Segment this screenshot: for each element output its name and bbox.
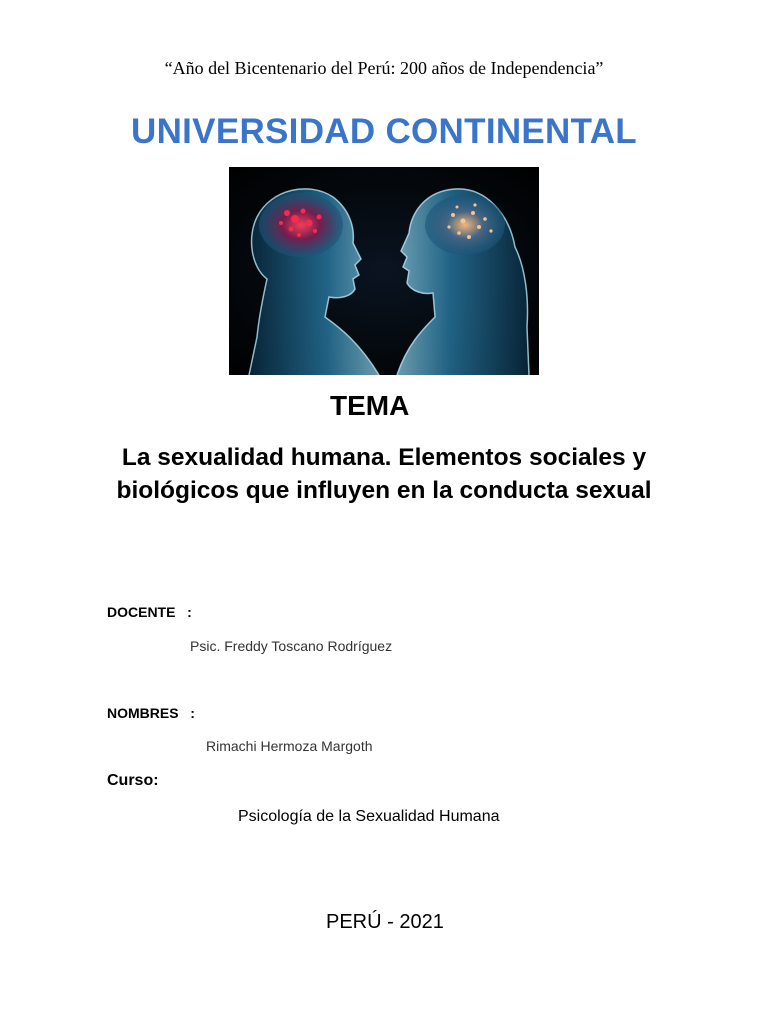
place-year: PERÚ - 2021 [326,911,444,933]
docente-label: DOCENTE : [107,604,192,620]
cover-image [229,167,539,375]
docente-value: Psic. Freddy Toscano Rodríguez [190,638,393,654]
nombres-value: Rimachi Hermoza Margoth [206,738,373,754]
nombres-label: NOMBRES : [107,705,195,721]
tema-heading: TEMA [330,390,410,421]
motto-text: “Año del Bicentenario del Perú: 200 años de Independencia” [164,58,604,78]
curso-label: Curso: [107,772,159,789]
topic-title: La sexualidad humana. Elementos sociales y biológicos que influyen en la conducta sexual [116,444,652,504]
curso-value: Psicología de la Sexualidad Humana [238,808,500,825]
university-title: UNIVERSIDAD CONTINENTAL [131,112,637,151]
